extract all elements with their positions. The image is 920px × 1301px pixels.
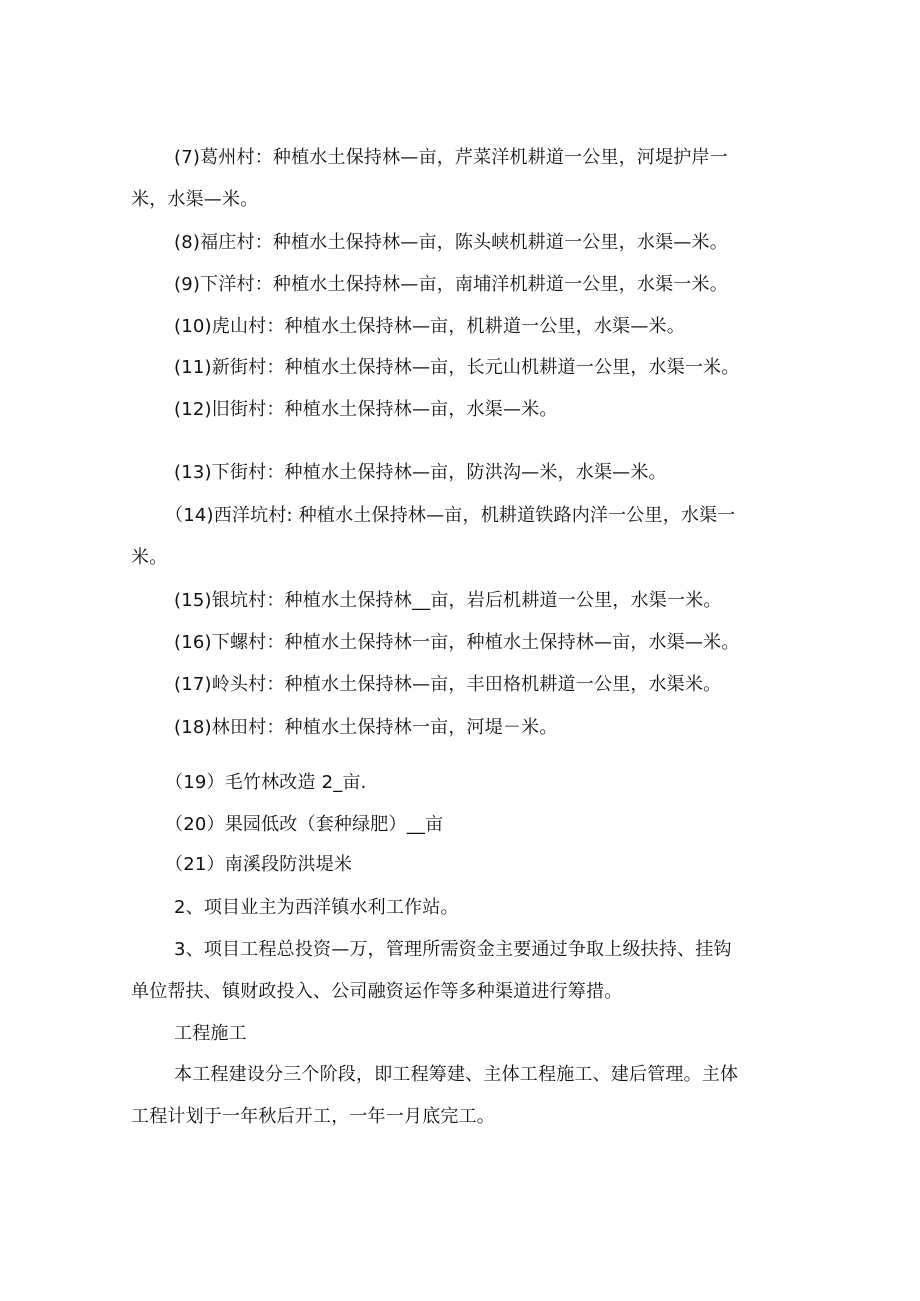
text-line-village-12: (12)旧街村：种植水土保持林—亩，水渠—米。 bbox=[174, 399, 558, 420]
text-line-village-18: (18)林田村：种植水土保持林一亩，河堤－米。 bbox=[174, 717, 558, 738]
text-line-village-17: (17)岭头村：种植水土保持林—亩，丰田格机耕道一公里，水渠米。 bbox=[174, 674, 722, 695]
text-line-village-15: (15)银坑村：种植水土保持林__亩，岩后机耕道一公里，水渠一米。 bbox=[174, 590, 722, 611]
text-line-investment: 3、项目工程总投资—万，管理所需资金主要通过争取上级扶持、挂钩 bbox=[174, 939, 732, 960]
text-line-village-7: (7)葛州村：种植水土保持林—亩，芹菜洋机耕道一公里，河堤护岸一 bbox=[174, 147, 728, 168]
text-line-village-13: (13)下街村：种植水土保持林—亩，防洪沟—米，水渠—米。 bbox=[174, 462, 667, 483]
text-line-village-7-cont: 米，水渠—米。 bbox=[131, 189, 259, 210]
text-line-item-20: （20）果园低改（套种绿肥）__亩 bbox=[165, 814, 444, 835]
section-heading-construction: 工程施工 bbox=[174, 1023, 247, 1044]
text-line-village-14-cont: 米。 bbox=[131, 547, 168, 568]
text-line-item-21: （21）南溪段防洪堤米 bbox=[165, 854, 353, 875]
text-line-village-8: (8)福庄村：种植水土保持林—亩，陈头峡机耕道一公里，水渠—米。 bbox=[174, 232, 728, 253]
text-line-village-10: (10)虎山村：种植水土保持林—亩，机耕道一公里，水渠—米。 bbox=[174, 316, 685, 337]
text-line-village-9: (9)下洋村：种植水土保持林—亩，南埔洋机耕道一公里，水渠一米。 bbox=[174, 274, 728, 295]
text-line-village-11: (11)新街村：种植水土保持林—亩，长元山机耕道一公里，水渠一米。 bbox=[174, 357, 740, 378]
text-line-construction-cont: 工程计划于一年秋后开工，一年一月底完工。 bbox=[131, 1106, 495, 1127]
text-line-project-owner: 2、项目业主为西洋镇水利工作站。 bbox=[174, 897, 459, 918]
text-line-village-14: （14)西洋坑村: 种植水土保持林—亩，机耕道铁路内洋一公里，水渠一 bbox=[165, 505, 736, 526]
text-line-item-19: （19）毛竹林改造 2_亩. bbox=[165, 772, 367, 793]
text-line-construction: 本工程建设分三个阶段，即工程筹建、主体工程施工、建后管理。主体 bbox=[174, 1064, 739, 1085]
text-line-village-16: (16)下螺村：种植水土保持林一亩，种植水土保持林—亩，水渠—米。 bbox=[174, 632, 740, 653]
text-line-investment-cont: 单位帮扶、镇财政投入、公司融资运作等多种渠道进行筹措。 bbox=[131, 981, 623, 1002]
